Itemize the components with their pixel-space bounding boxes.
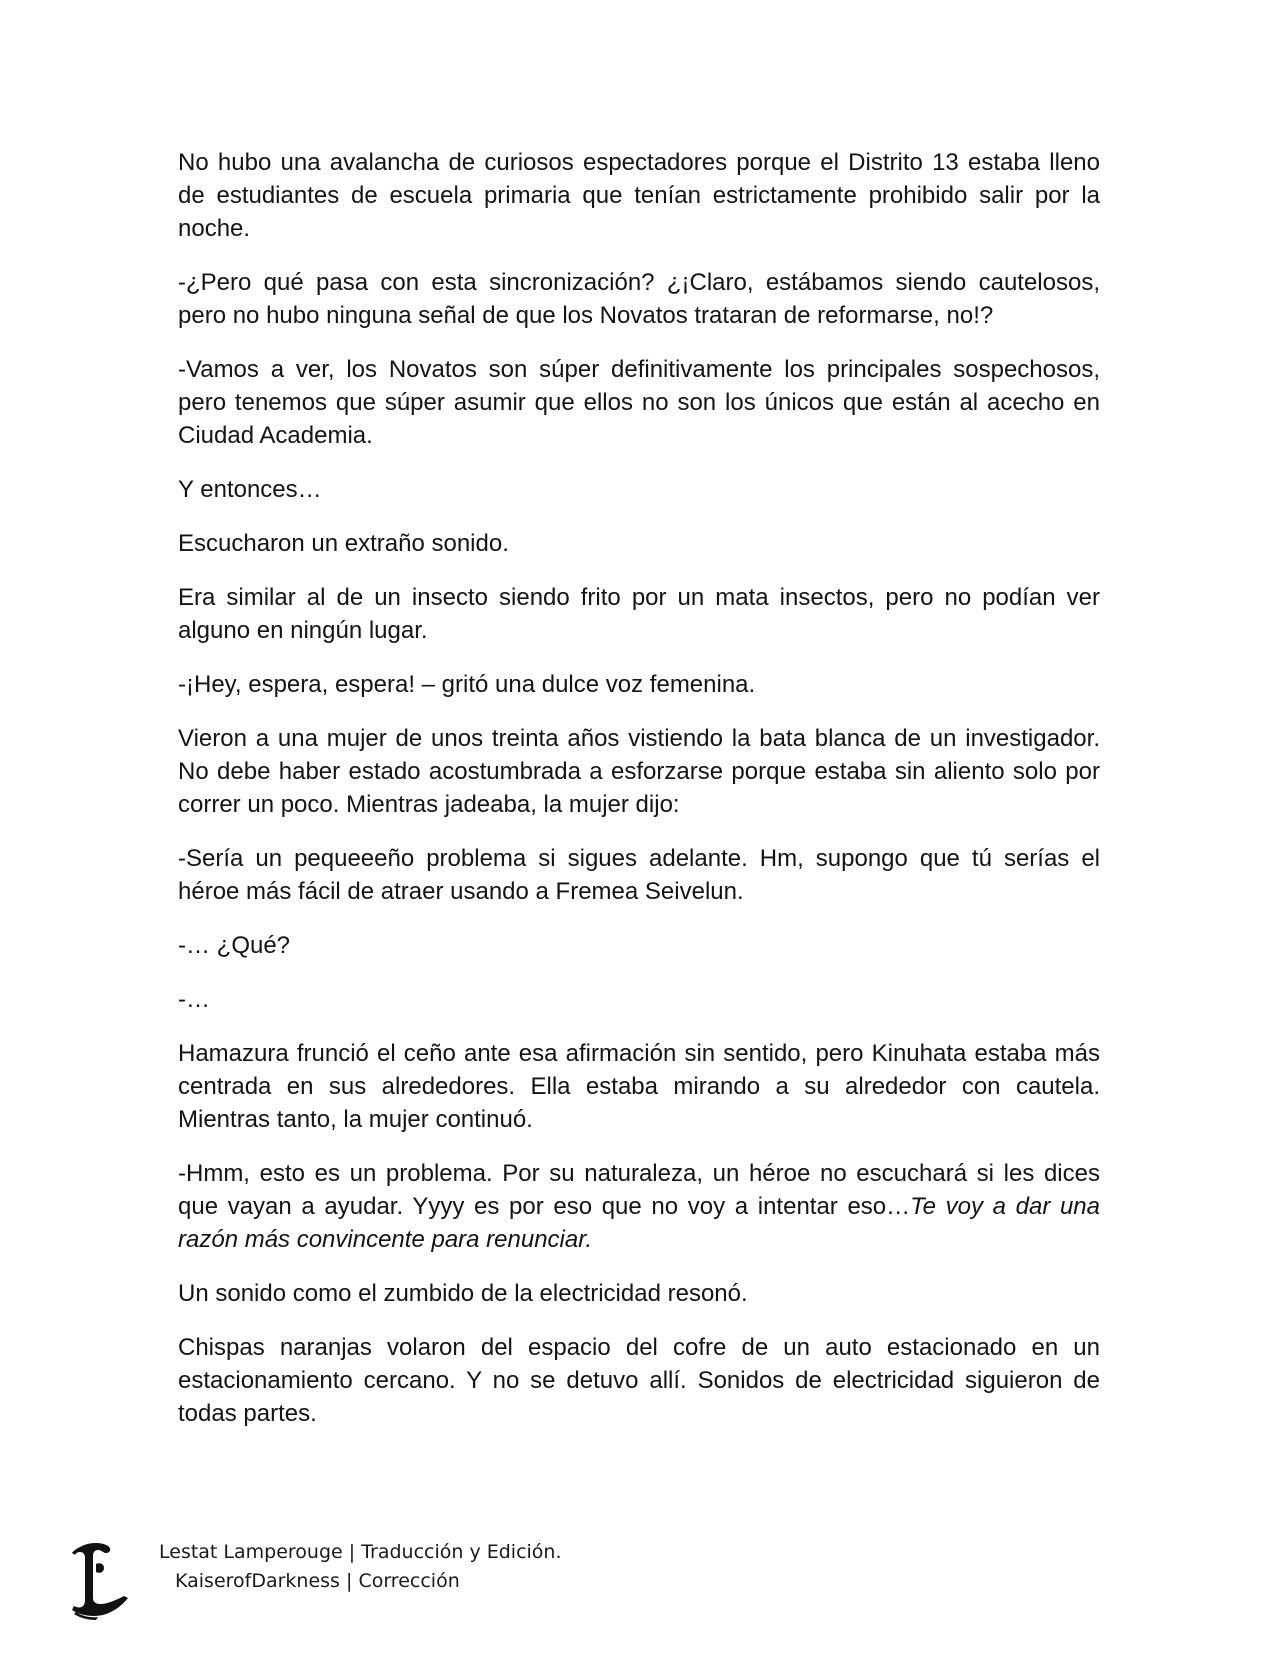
gothic-letter-l-icon xyxy=(68,1540,130,1620)
paragraph-15: Chispas naranjas volaron del espacio del cofre de un auto estacionado en un estacionamiento cercano. Y no se detuvo allí. Sonidos de electricidad siguieron de todas partes. xyxy=(178,1334,1100,1427)
paragraph-13-plain: -Hmm, esto es un problema. Por su naturaleza, un héroe no escuchará si les dices que vayan a ayudar. Yyyy es por eso que no voy a intentar eso… xyxy=(178,1160,1100,1220)
paragraph-14: Un sonido como el zumbido de la electricidad resonó. xyxy=(178,1280,748,1307)
footer-credits xyxy=(159,1538,562,1596)
page-body xyxy=(178,146,1100,1451)
paragraph-1: No hubo una avalancha de curiosos espectadores porque el Distrito 13 estaba lleno de estudiantes de escuela primaria que tenían estrictamente prohibido salir por la noche. xyxy=(178,149,1100,242)
paragraph-9: -Sería un pequeeeño problema si sigues adelante. Hm, supongo que tú serías el héroe más fácil de atraer usando a Fremea Seivelun. xyxy=(178,845,1100,905)
footer xyxy=(68,1532,668,1622)
paragraph-3: -Vamos a ver, los Novatos son súper definitivamente los principales sospechosos, pero tenemos que súper asumir que ellos no son los únicos que están al acecho en Ciudad Academia. xyxy=(178,356,1100,449)
paragraph-5: Escucharon un extraño sonido. xyxy=(178,530,509,557)
footer-credit-translation: Lestat Lamperouge | Traducción y Edición. xyxy=(159,1541,562,1563)
paragraph-7: -¡Hey, espera, espera! – gritó una dulce voz femenina. xyxy=(178,671,756,698)
paragraph-13 xyxy=(178,1157,1100,1256)
paragraph-13-italic: Te voy a dar una razón más convincente para renunciar. xyxy=(178,1193,1101,1253)
paragraph-10: -… ¿Qué? xyxy=(178,932,291,959)
paragraph-6: Era similar al de un insecto siendo frito por un mata insectos, pero no podían ver alguno en ningún lugar. xyxy=(178,584,1100,644)
footer-credit-correction: KaiserofDarkness | Corrección xyxy=(175,1570,460,1592)
paragraph-8: Vieron a una mujer de unos treinta años vistiendo la bata blanca de un investigador. No debe haber estado acostumbrada a esforzarse porque estaba sin aliento solo por correr un poco. Mientras jadeaba, la mujer dijo: xyxy=(178,725,1100,818)
paragraph-12: Hamazura frunció el ceño ante esa afirmación sin sentido, pero Kinuhata estaba más centrada en sus alrededores. Ella estaba mirando a su alrededor con cautela. Mientras tanto, la mujer continuó. xyxy=(178,1040,1100,1133)
paragraph-4: Y entonces… xyxy=(178,476,322,503)
paragraph-2: -¿Pero qué pasa con esta sincronización? ¿¡Claro, estábamos siendo cautelosos, pero no hubo ninguna señal de que los Novatos trataran de reformarse, no!? xyxy=(178,269,1100,329)
paragraph-11: -… xyxy=(178,986,210,1013)
